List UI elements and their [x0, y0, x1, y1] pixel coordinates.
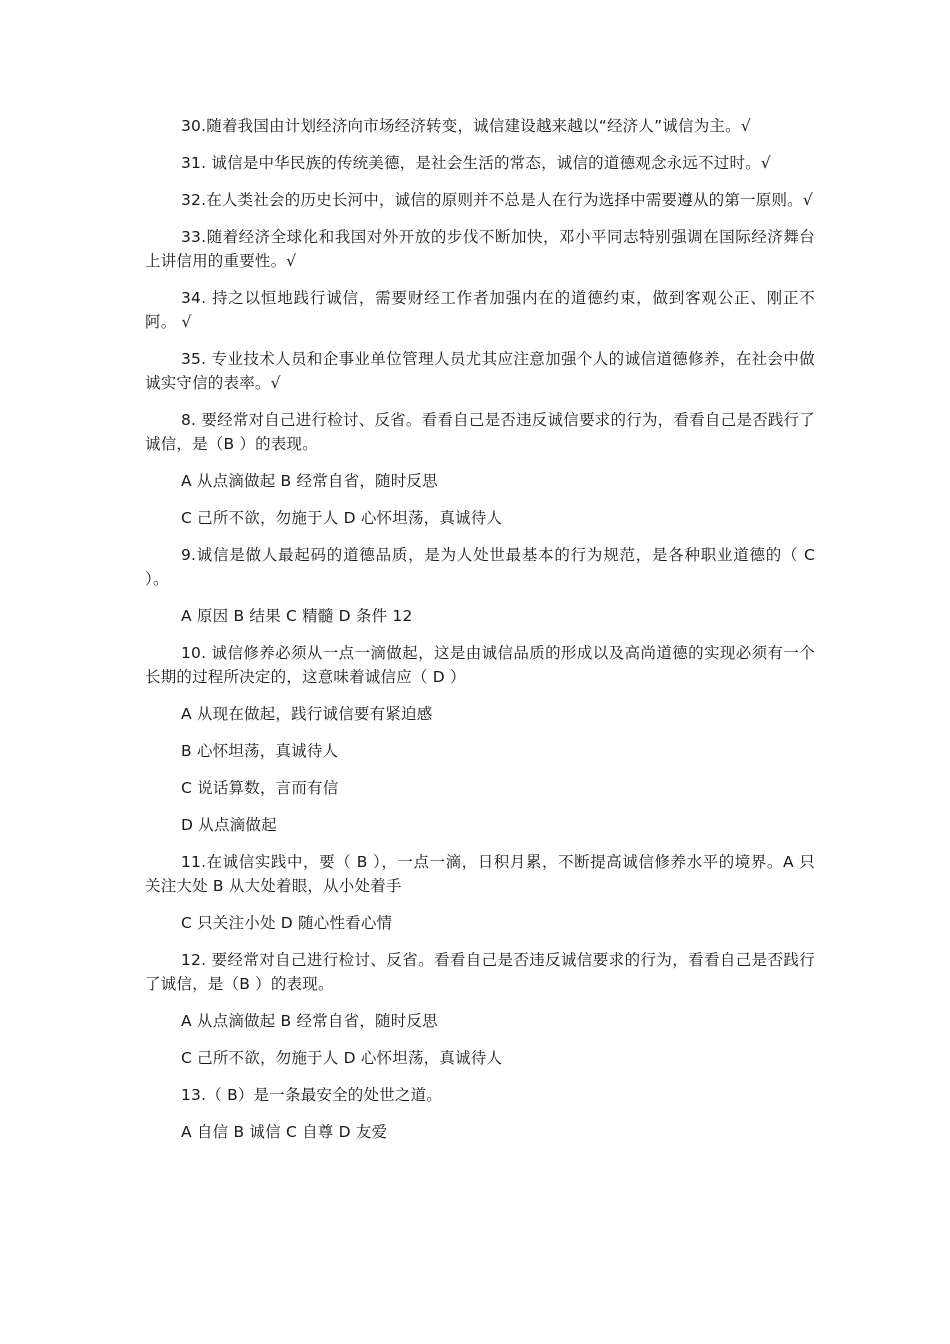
question-10-option-b: B 心怀坦荡，真诚待人 [181, 742, 339, 760]
statement-31: 31. 诚信是中华民族的传统美德，是社会生活的常态，诚信的道德观念永远不过时。√ [181, 154, 771, 172]
question-12-options-ab: A 从点滴做起 B 经常自省，随时反思 [181, 1012, 438, 1030]
question-10-option-a: A 从现在做起，践行诚信要有紧迫感 [181, 705, 433, 723]
question-12-options-cd: C 己所不欲，勿施于人 D 心怀坦荡，真诚待人 [181, 1049, 503, 1067]
question-10-option-d: D 从点滴做起 [181, 816, 277, 834]
question-9: 9.诚信是做人最起码的道德品质，是为人处世最基本的行为规范，是各种职业道德的（ C ）。 [145, 546, 815, 588]
question-12: 12. 要经常对自己进行检讨、反省。看看自己是否违反诚信要求的行为，看看自己是否践行了诚信，是（B ）的表现。 [145, 951, 815, 993]
question-13-options: A 自信 B 诚信 C 自尊 D 友爱 [181, 1123, 388, 1141]
question-10-option-c: C 说话算数，言而有信 [181, 779, 339, 797]
question-11: 11.在诚信实践中，要（ B ），一点一滴，日积月累，不断提高诚信修养水平的境界。A 只关注大处 B 从大处着眼，从小处着手 [145, 853, 815, 895]
statement-32: 32.在人类社会的历史长河中，诚信的原则并不总是人在行为选择中需要遵从的第一原则。√ [181, 191, 813, 209]
question-9-options: A 原因 B 结果 C 精髓 D 条件 12 [181, 607, 413, 625]
document-body [145, 114, 815, 1157]
statement-33: 33.随着经济全球化和我国对外开放的步伐不断加快，邓小平同志特别强调在国际经济舞台 上讲信用的重要性。√ [145, 228, 815, 270]
statement-30: 30.随着我国由计划经济向市场经济转变，诚信建设越来越以“经济人”诚信为主。√ [181, 117, 751, 135]
question-10: 10. 诚信修养必须从一点一滴做起，这是由诚信品质的形成以及高尚道德的实现必须有一个 长期的过程所决定的，这意味着诚信应（ D ） [145, 644, 815, 686]
question-11-options-cd: C 只关注小处 D 随心性看心情 [181, 914, 393, 932]
question-13: 13.（ B）是一条最安全的处世之道。 [181, 1086, 443, 1104]
question-8-options-cd: C 己所不欲，勿施于人 D 心怀坦荡，真诚待人 [181, 509, 503, 527]
question-8-options-ab: A 从点滴做起 B 经常自省，随时反思 [181, 472, 438, 490]
statement-34: 34. 持之以恒地践行诚信，需要财经工作者加强内在的道德约束，做到客观公正、刚正不阿。 √ [145, 289, 815, 331]
question-8: 8. 要经常对自己进行检讨、反省。看看自己是否违反诚信要求的行为，看看自己是否践行了诚信，是（B ）的表现。 [145, 411, 815, 453]
statement-35: 35. 专业技术人员和企事业单位管理人员尤其应注意加强个人的诚信道德修养，在社会中做 诚实守信的表率。√ [145, 350, 815, 392]
